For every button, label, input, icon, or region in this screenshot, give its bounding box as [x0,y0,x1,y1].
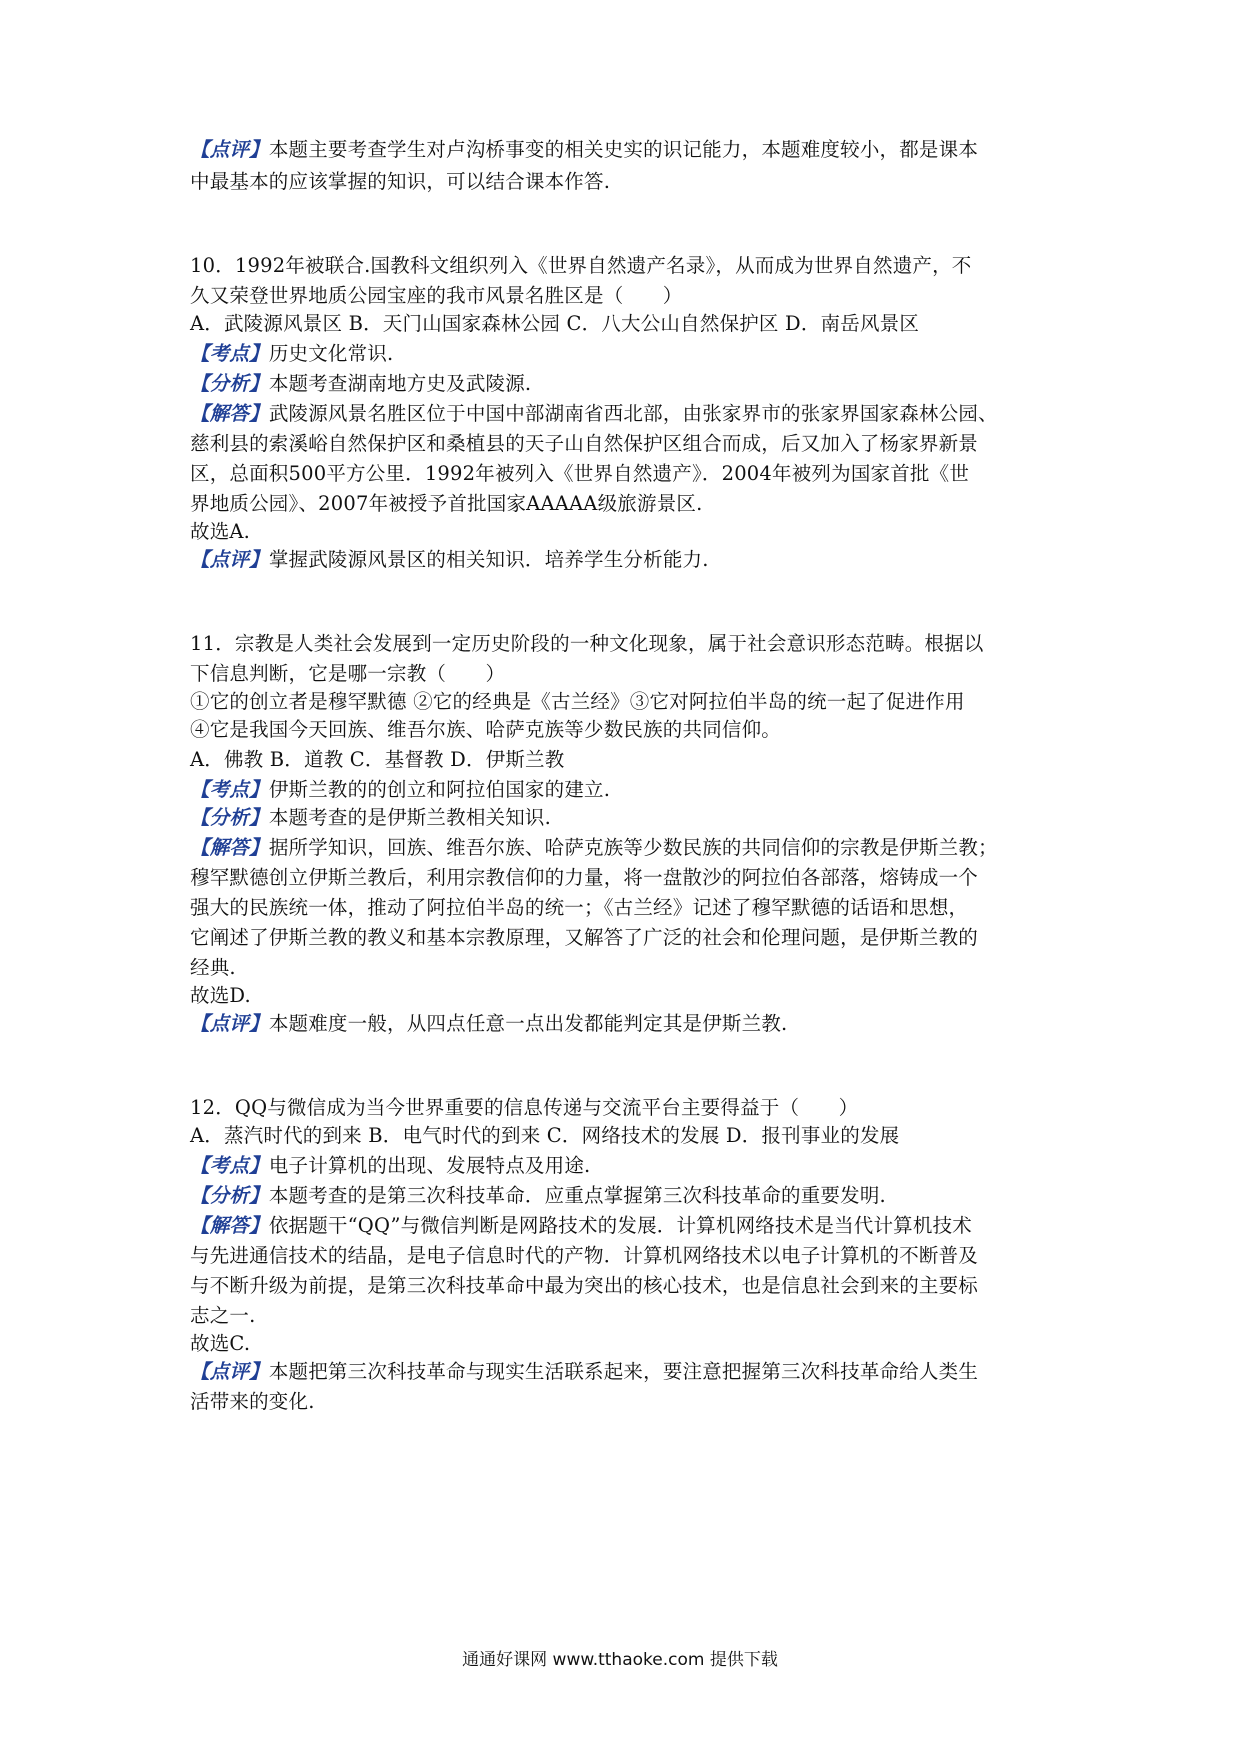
q10-analysis-text: 本题考查湖南地方史及武陵源. [268,372,532,395]
q10-choice: 故选A. [190,520,251,543]
q12-answer-line-1 [190,1210,972,1242]
q11-analysis-text: 本题考查的是伊斯兰教相关知识. [268,806,552,829]
q10-comment-text: 掌握武陵源风景区的相关知识．培养学生分析能力. [268,548,709,571]
analysis-tag: 【分析】 [190,372,269,395]
q10-point [190,338,393,370]
q12-analysis-text: 本题考查的是第三次科技革命．应重点掌握第三次科技革命的重要发明. [268,1184,886,1207]
q12-point-text: 电子计算机的出现、发展特点及用途. [268,1154,591,1177]
q12-answer-text: 依据题干“QQ”与微信判断是网路技术的发展．计算机网络技术是当代计算机技术 [268,1214,972,1237]
answer-tag: 【解答】 [190,402,269,425]
q11-answer-line-2: 穆罕默德创立伊斯兰教后，利用宗教信仰的力量，将一盘散沙的阿拉伯各部落，熔铸成一个 [190,866,979,889]
q12-answer-line-3: 与不断升级为前提，是第三次科技革命中最为突出的核心技术，也是信息社会到来的主要标 [190,1274,979,1297]
q10-answer-text: 武陵源风景名胜区位于中国中部湖南省西北部，由张家界市的张家界国家森林公园、 [268,402,998,425]
comment-tag: 【点评】 [190,138,269,161]
q11-answer-line-1 [190,832,998,864]
q12-options: A．蒸汽时代的到来 B．电气时代的到来 C．网络技术的发展 D．报刊事业的发展 [190,1124,900,1147]
comment-tag: 【点评】 [190,1360,269,1383]
q12-choice: 故选C. [190,1332,251,1355]
q11-info-line-1: ①它的创立者是穆罕默德 ②它的经典是《古兰经》③它对阿拉伯半岛的统一起了促进作用 [190,690,965,713]
q12-answer-line-2: 与先进通信技术的结晶，是电子信息时代的产物．计算机网络技术以电子计算机的不断普及 [190,1244,979,1267]
q12-point [190,1150,590,1182]
q10-analysis [190,368,531,400]
q11-analysis [190,802,551,834]
q11-comment [190,1008,787,1040]
q11-answer-line-4: 它阐述了伊斯兰教的教义和基本宗教原理，又解答了广泛的社会和伦理问题，是伊斯兰教的 [190,926,979,949]
q10-answer-line-1 [190,398,998,430]
point-tag: 【考点】 [190,778,269,801]
q9-comment-text: 本题主要考查学生对卢沟桥事变的相关史实的识记能力，本题难度较小，都是课本 [268,138,979,161]
q12-comment-line-1 [190,1356,978,1388]
q11-point-text: 伊斯兰教的的创立和阿拉伯国家的建立. [268,778,611,801]
answer-tag: 【解答】 [190,1214,269,1237]
q12-answer-line-4: 志之一. [190,1304,256,1327]
page-footer: 通通好课网 www.tthaoke.com 提供下载 [462,1650,778,1670]
q10-options: A．武陵源风景区 B．天门山国家森林公园 C．八大公山自然保护区 D．南岳风景区 [190,312,920,335]
answer-tag: 【解答】 [190,836,269,859]
comment-tag: 【点评】 [190,548,269,571]
analysis-tag: 【分析】 [190,1184,269,1207]
q11-info-line-2: ④它是我国今天回族、维吾尔族、哈萨克族等少数民族的共同信仰。 [190,718,782,741]
q10-answer-line-3: 区，总面积500平方公里．1992年被列入《世界自然遗产》．2004年被列为国家首批《世 [190,462,970,485]
q11-answer-text: 据所学知识，回族、维吾尔族、哈萨克族等少数民族的共同信仰的宗教是伊斯兰教； [268,836,998,859]
q11-options: A．佛教 B．道教 C．基督教 D．伊斯兰教 [190,748,565,771]
q11-comment-text: 本题难度一般，从四点任意一点出发都能判定其是伊斯兰教. [268,1012,788,1035]
point-tag: 【考点】 [190,342,269,365]
q11-answer-line-5: 经典. [190,956,236,979]
q10-stem-line-2: 久又荣登世界地质公园宝座的我市风景名胜区是（ ） [190,284,683,307]
q9-comment-line-2: 中最基本的应该掌握的知识，可以结合课本作答. [190,170,611,193]
q11-answer-line-3: 强大的民族统一体，推动了阿拉伯半岛的统一；《古兰经》记述了穆罕默德的话语和思想， [190,896,969,919]
q12-analysis [190,1180,886,1212]
q12-comment-text: 本题把第三次科技革命与现实生活联系起来，要注意把握第三次科技革命给人类生 [268,1360,979,1383]
q10-answer-line-4: 界地质公园》、2007年被授予首批国家AAAAA级旅游景区. [190,492,703,515]
q12-stem: 12．QQ与微信成为当今世界重要的信息传递与交流平台主要得益于（ ） [190,1096,859,1119]
q10-point-text: 历史文化常识. [268,342,394,365]
q10-comment [190,544,709,576]
q11-choice: 故选D. [190,984,251,1007]
q10-stem-line-1: 10．1992年被联合.国教科文组织列入《世界自然遗产名录》，从而成为世界自然遗产，不 [190,254,972,277]
q11-stem-line-2: 下信息判断，它是哪一宗教（ ） [190,662,506,685]
analysis-tag: 【分析】 [190,806,269,829]
q12-comment-line-2: 活带来的变化. [190,1390,315,1413]
comment-tag: 【点评】 [190,1012,269,1035]
point-tag: 【考点】 [190,1154,269,1177]
q9-comment-line-1 [190,134,978,166]
q10-answer-line-2: 慈利县的索溪峪自然保护区和桑植县的天子山自然保护区组合而成，后又加入了杨家界新景 [190,432,979,455]
q11-stem-line-1: 11．宗教是人类社会发展到一定历史阶段的一种文化现象，属于社会意识形态范畴。根据以 [190,632,984,655]
